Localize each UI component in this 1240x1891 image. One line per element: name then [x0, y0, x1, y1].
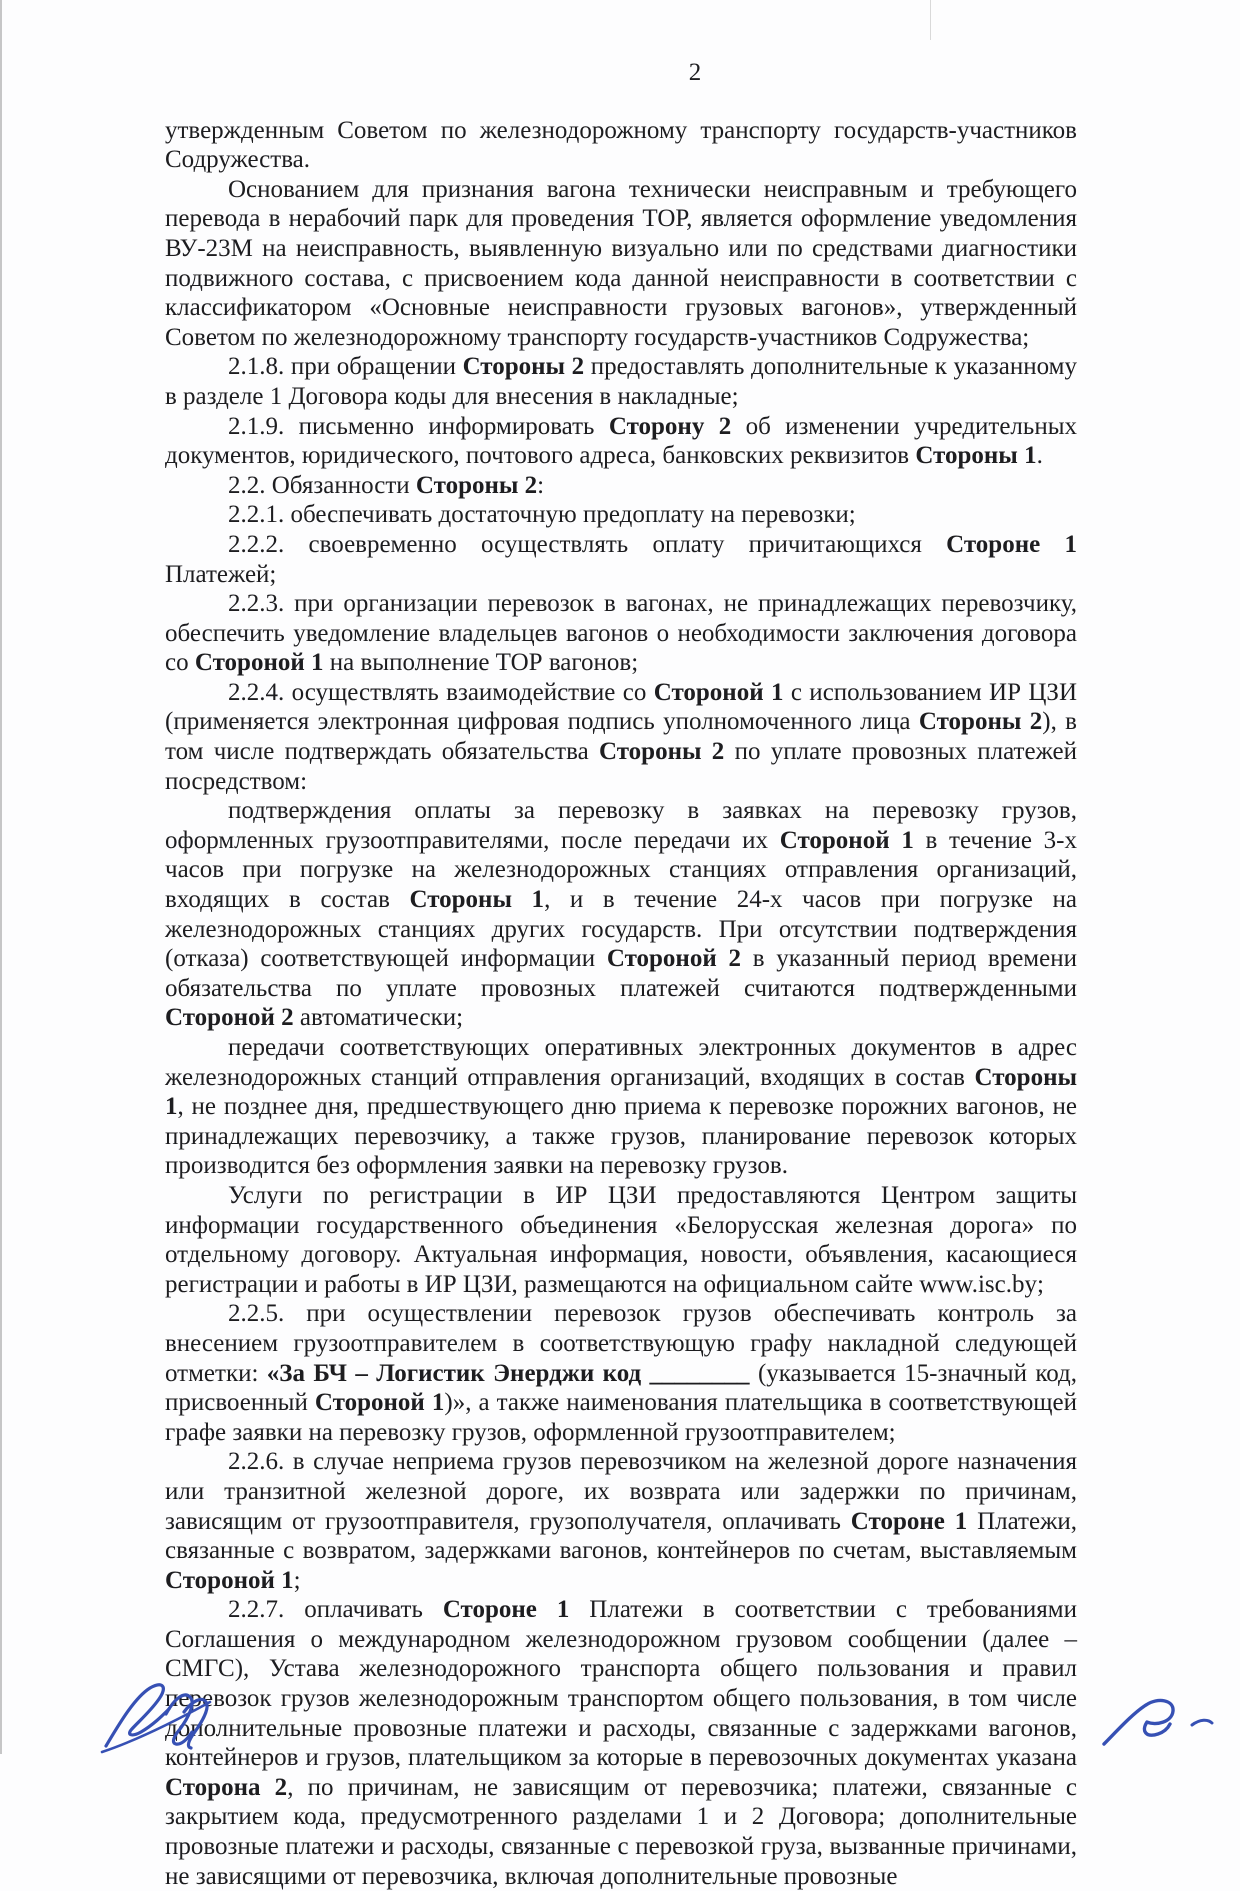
- bold-text-run: Стороны 2: [918, 708, 1043, 736]
- text-run: 2.1.8. при обращении: [228, 353, 463, 381]
- paragraph: [165, 1595, 1077, 1891]
- initials-scribble-icon: [1096, 1698, 1214, 1750]
- bold-text-run: «За БЧ – Логистик Энерджи код ________: [266, 1359, 750, 1387]
- bold-text-run: Стороной 1: [314, 1389, 445, 1417]
- bold-text-run: Сторона 2: [165, 1773, 288, 1801]
- bold-text-run: Стороны 1: [165, 1063, 1077, 1121]
- bold-text-run: Стороны 2: [598, 738, 725, 766]
- bold-text-run: Стороне 1: [946, 530, 1077, 558]
- text-run: предоставлять дополнительные к указанному в разделе 1 Договора коды для внесения в накладные;: [165, 353, 1077, 410]
- text-run: об изменении учредительных документов, юридического, почтового адреса, банковских реквизитов: [165, 412, 1077, 470]
- paragraph: [165, 175, 1077, 353]
- text-run: на выполнение ТОР вагонов;: [323, 649, 639, 677]
- text-run: передачи соответствующих оперативных электронных документов в адрес железнодорожных станций отправления организаций, входящих в состав: [165, 1034, 1077, 1091]
- bold-text-run: Стороной 1: [779, 826, 914, 854]
- text-run: Основанием для признания вагона технически неисправным и требующего перевода в нерабочий парк для проведения ТОР, является оформление уведомления ВУ-23М на неисправность, выявленную визуально или по средствами диагностики подвижного состава, с присвоением кода данной неисправности в соответствии с классификатором «Основные неисправности грузовых вагонов», утвержденный Советом по железнодорожному транспорту государств-участников Содружества;: [165, 175, 1077, 351]
- paragraph: [165, 412, 1077, 471]
- bold-text-run: Стороной 1: [653, 678, 784, 706]
- bold-text-run: Стороне 1: [850, 1507, 968, 1535]
- text-run: автоматически;: [293, 1004, 464, 1032]
- bold-text-run: Стороной 2: [165, 1004, 294, 1032]
- text-run: в указанный период времени обязательства по уплате провозных платежей считаются подтвержденными: [165, 945, 1077, 1002]
- text-run: (указывается 15-значный код, присвоенный: [165, 1359, 1077, 1417]
- bold-text-run: Стороны 2: [462, 353, 585, 381]
- text-line: [165, 116, 1077, 146]
- paragraph: [165, 1181, 1077, 1299]
- paragraph: [165, 352, 1077, 411]
- signature-scribble-icon: [98, 1672, 234, 1754]
- text-run: Содружества.: [165, 146, 311, 174]
- text-run: с использованием ИР ЦЗИ (применяется электронная цифровая подпись уполномоченного лица: [165, 678, 1078, 736]
- text-run: 2.2.6. в случае неприема грузов перевозчиком на железной дороге назначения или транзитной железной дороге, их возврата или задержки по причинам, зависящим от грузоотправителя, грузополучателя, оплачивать: [165, 1448, 1077, 1535]
- text-run: Платежи, связанные с возвратом, задержками вагонов, контейнеров по счетам, выставляемым: [165, 1507, 1077, 1565]
- page-number: 2: [688, 59, 702, 86]
- text-run: 2.2. Обязанности: [228, 471, 416, 499]
- text-run: 2.2.7. оплачивать: [228, 1596, 443, 1624]
- bold-text-run: Стороны 1: [915, 442, 1037, 470]
- text-run: , и в течение 24-х часов при погрузке на железнодорожных станциях других государств. При отсутствии подтверждения (отказа) соответствующей информации: [165, 886, 1077, 973]
- bold-text-run: Стороной 2: [606, 945, 741, 973]
- text-run: 2.1.9. письменно информировать: [228, 412, 609, 440]
- document-page: [165, 58, 1077, 1891]
- text-run: Платежей;: [165, 560, 277, 588]
- text-run: 2.2.4. осуществлять взаимодействие со: [228, 678, 654, 706]
- text-run: по уплате провозных платежей посредством:: [165, 738, 1077, 795]
- scan-artifact-line: [930, 0, 931, 40]
- paragraph: [165, 678, 1077, 796]
- bold-text-run: Стороной 1: [165, 1566, 294, 1594]
- bold-text-run: Стороной 1: [194, 649, 324, 677]
- bold-text-run: Стороны 1: [409, 886, 545, 914]
- bold-text-run: Сторону 2: [608, 412, 732, 440]
- paragraph: [165, 796, 1077, 1033]
- paragraph: [165, 500, 1077, 530]
- text-run: Платежи в соответствии с требованиями Соглашения о международном железнодорожном грузовом сообщении (далее – СМГС), Устава железнодорожного транспорта общего пользования и правил перевозок грузов железнодорожным транспортом общего пользования, в том числе дополнительные провозные платежи и расходы, связанные с задержками вагонов, контейнеров и грузов, плательщиком за которые в перевозочных документах указана: [165, 1596, 1077, 1772]
- document-text: [165, 116, 1077, 1891]
- text-run: ), в том числе подтверждать обязательства: [165, 708, 1077, 766]
- text-run: )», а также наименования плательщика в соответствующей графе заявки на перевозку грузов, оформленной грузоотправителем;: [165, 1389, 1078, 1446]
- paragraph: [165, 589, 1077, 678]
- text-run: 2.2.3. при организации перевозок в вагонах, не принадлежащих перевозчику, обеспечить уведомление владельцев вагонов о необходимости заключения договора со: [165, 590, 1077, 677]
- text-run: , по причинам, не зависящим от перевозчика; платежи, связанные с закрытием кода, предусмотренного разделами 1 и 2 Договора; дополнительные провозные платежи и расходы, связанные с перевозкой груза, вызванные причинами, не зависящими от перевозчика, включая дополнительные провозные: [165, 1773, 1077, 1890]
- text-run: .: [1036, 442, 1043, 470]
- text-line: [165, 145, 1077, 175]
- text-run: ;: [293, 1566, 301, 1594]
- text-run: 2.2.2. своевременно осуществлять оплату причитающихся: [228, 530, 947, 558]
- paragraph: [165, 1033, 1077, 1181]
- paragraph: [165, 1299, 1077, 1447]
- text-run: Услуги по регистрации в ИР ЦЗИ предоставляются Центром защиты информации государственного объединения «Белорусская железная дорога» по отдельному договору. Актуальная информация, новости, объявления, касающиеся регистрации и работы в ИР ЦЗИ, размещаются на официальном сайте www.isc.by;: [165, 1181, 1077, 1298]
- text-run: :: [537, 471, 545, 499]
- text-run: утвержденным Советом по железнодорожному транспорту государств-участников: [165, 116, 1077, 144]
- paragraph: [165, 471, 1077, 501]
- paragraph: [165, 1447, 1077, 1595]
- text-run: 2.2.1. обеспечивать достаточную предоплату на перевозки;: [228, 501, 856, 529]
- scanner-edge-shadow: [0, 0, 2, 1754]
- text-run: в течение 3-х часов при погрузке на железнодорожных станциях отправления организаций, входящих в состав: [165, 826, 1077, 914]
- text-run: подтверждения оплаты за перевозку в заявках на перевозку грузов, оформленных грузоотправителями, после передачи их: [165, 797, 1077, 854]
- bold-text-run: Стороны 2: [415, 471, 538, 499]
- paragraph: [165, 530, 1077, 589]
- text-run: 2.2.5. при осуществлении перевозок грузов обеспечивать контроль за внесением грузоотправителем в соответствующую графу накладной следующей отметки:: [165, 1300, 1077, 1387]
- paragraph: [165, 116, 1077, 175]
- text-run: , не позднее дня, предшествующего дню приема к перевозке порожних вагонов, не принадлежащих перевозчику, а также грузов, планирование перевозок которых производится без оформления заявки на перевозку грузов.: [165, 1093, 1077, 1180]
- bold-text-run: Стороне 1: [442, 1596, 570, 1624]
